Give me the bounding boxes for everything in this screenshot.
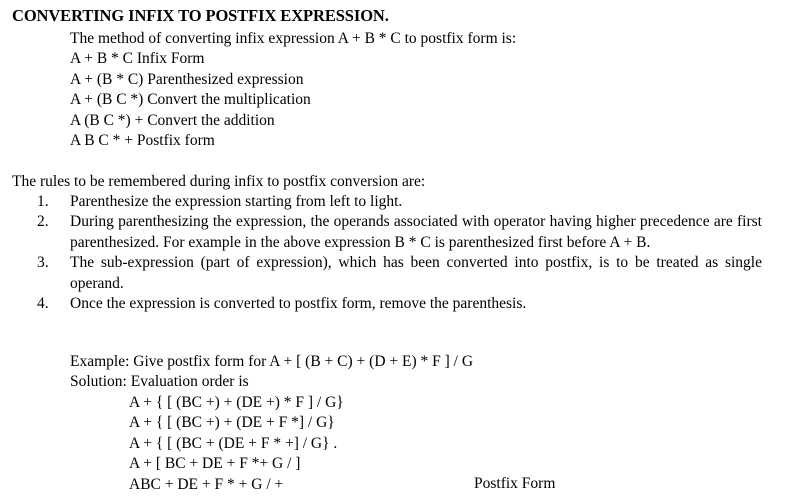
- rule-number: 2.: [37, 213, 49, 231]
- intro-line: A + B * C Infix Form: [70, 50, 205, 68]
- rule-item: [37, 294, 762, 314]
- rule-text: Once the expression is converted to postfix form, remove the parenthesis.: [70, 295, 527, 313]
- intro-line: A (B C *) + Convert the addition: [70, 111, 275, 129]
- example-solution: Solution: Evaluation order is: [70, 373, 249, 391]
- evaluation-step: A + { [ (BC +) + (DE + F *] / G}: [129, 414, 335, 432]
- example-block: [70, 352, 473, 393]
- intro-line: The method of converting infix expression A + B * C to postfix form is:: [70, 30, 517, 47]
- rule-text: During parenthesizing the expression, the operands associated with operator having higher precedence are first parenthesized. For example in the above expression B * C is parenthesized first before A + B.: [70, 213, 762, 251]
- intro-line: A + (B * C) Parenthesized expression: [70, 70, 304, 88]
- rule-text: Parenthesize the expression starting from left to light.: [70, 193, 403, 210]
- evaluation-step: A + { [ (BC +) + (DE +) * F ] / G}: [129, 394, 344, 411]
- intro-line: A + (B C *) Convert the multiplication: [70, 91, 311, 109]
- evaluation-steps: [129, 393, 344, 495]
- rule-number: 4.: [37, 295, 49, 313]
- example-prompt: Example: Give postfix form for A + [ (B + C) + (D + E) * F ] / G: [70, 353, 474, 370]
- evaluation-step: A + [ BC + DE + F *+ G / ]: [129, 455, 301, 473]
- rule-number: 3.: [37, 254, 49, 272]
- rule-text: The sub-expression (part of expression), which has been converted into postfix, is to be treated as single operand.: [70, 254, 762, 292]
- rule-item: [37, 192, 762, 212]
- rules-intro: The rules to be remembered during infix to postfix conversion are:: [12, 173, 426, 190]
- rule-number: 1.: [37, 193, 49, 210]
- evaluation-step: ABC + DE + F * + G / +: [129, 475, 284, 493]
- intro-line: A B C * + Postfix form: [70, 132, 215, 150]
- section-heading: CONVERTING INFIX TO POSTFIX EXPRESSION.: [12, 6, 389, 25]
- rules-list: [37, 192, 762, 314]
- postfix-form-label: Postfix Form: [474, 475, 556, 492]
- evaluation-step: A + { [ (BC + (DE + F * +] / G} .: [129, 434, 338, 452]
- intro-block: [70, 29, 770, 151]
- rule-item: [37, 253, 762, 294]
- rule-item: [37, 212, 762, 253]
